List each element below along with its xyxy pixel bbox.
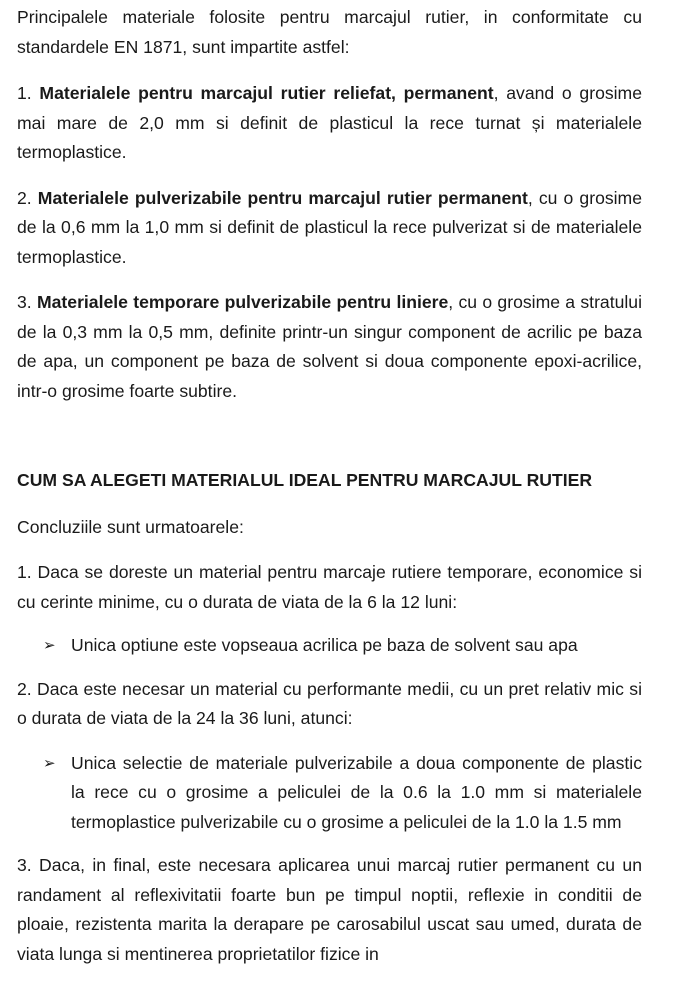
arrow-bullet-icon: ➢ <box>43 637 56 654</box>
item-number: 1. <box>17 83 32 103</box>
item-description: , avand o grosime mai mare de 2,0 mm si definit de plasticul la rece turnat și materialele termoplastice. <box>17 83 642 162</box>
material-item-2 <box>17 184 642 273</box>
material-item-1 <box>17 79 642 168</box>
intro-paragraph: Principalele materiale folosite pentru marcajul rutier, in conformitate cu standardele EN 1871, sunt impartite astfel: <box>17 7 642 57</box>
item-title: Materialele pentru marcajul rutier reliefat, permanent <box>39 83 494 103</box>
item-description: , cu o grosime de la 0,6 mm la 1,0 mm si definit de plasticul la rece pulverizat si de materialele termoplastice. <box>17 187 642 267</box>
bullet-text: Unica optiune este vopseaua acrilica pe baza de solvent sau apa <box>71 635 578 655</box>
bullet-item-1 <box>43 631 642 661</box>
item-number: 3. <box>17 292 32 312</box>
conclusions-intro: Concluziile sunt urmatoarele: <box>17 516 244 537</box>
section-heading: CUM SA ALEGETI MATERIALUL IDEAL PENTRU MARCAJUL RUTIER <box>17 470 593 490</box>
item-description: , cu o grosime a stratului de la 0,3 mm la 0,5 mm, definite printr-un singur component de acrilic pe baza de apa, un component pe baza de solvent si doua componente epoxi-acrilice, intr-o grosime foarte subtire. <box>17 292 642 401</box>
document-page <box>17 0 642 969</box>
item-title: Materialele pulverizabile pentru marcajul rutier permanent <box>37 187 528 208</box>
conclusion-item-2: 2. Daca este necesar un material cu performante medii, cu un pret relativ mic si o durata de viata de la 24 la 36 luni, atunci: <box>17 678 642 728</box>
bullet-text: Unica selectie de materiale pulverizabile a doua componente de plastic la rece cu o grosime a peliculei de la 0.6 la 1.0 mm si materialele termoplastice pulverizabile cu o grosime a peliculei de la 1.0 la 1.5 mm <box>71 752 642 832</box>
conclusion-item-1: 1. Daca se doreste un material pentru marcaje rutiere temporare, economice si cu cerinte minime, cu o durata de viata de la 6 la 12 luni: <box>17 562 642 612</box>
item-title: Materialele temporare pulverizabile pentru liniere <box>36 292 449 312</box>
arrow-bullet-icon: ➢ <box>43 754 56 772</box>
conclusion-item-3: 3. Daca, in final, este necesara aplicarea unui marcaj rutier permanent cu un randament al reflexivitatii foarte bun pe timpul noptii, reflexie in conditii de ploaie, rezistenta marita la derapare pe carosabilul uscat sau umed, durata de viata lunga si mentinerea proprietatilor fizice in <box>17 855 642 964</box>
material-item-3 <box>17 288 642 406</box>
item-number: 2. <box>17 187 32 208</box>
bullet-item-2 <box>43 749 642 838</box>
